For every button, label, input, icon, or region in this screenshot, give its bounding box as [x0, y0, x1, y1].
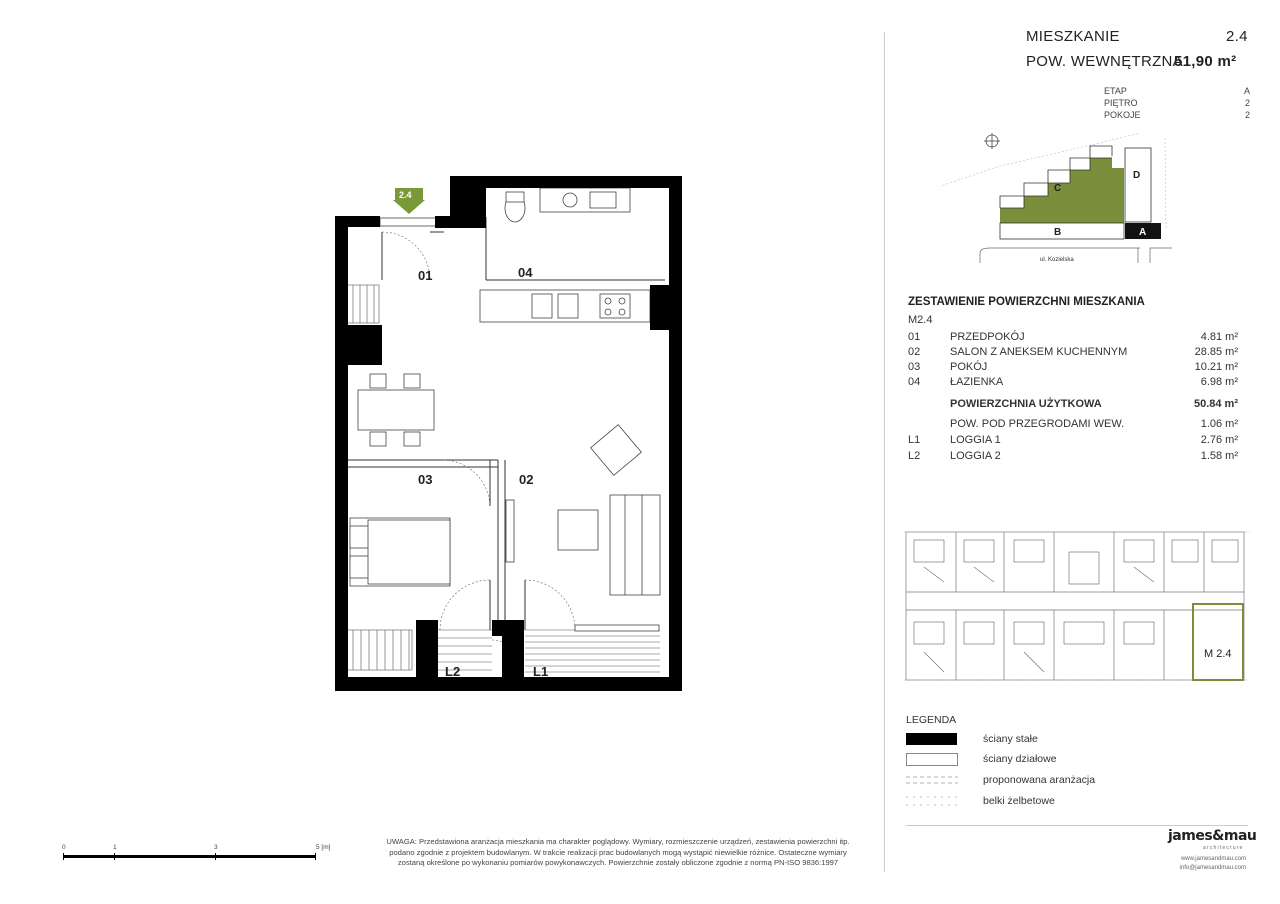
site-label-c: C	[1054, 183, 1062, 194]
extra-name: POW. POD PRZEGRODAMI WEW.	[950, 418, 1125, 430]
summary-code: M2.4	[908, 314, 933, 326]
scale-label: 0	[62, 844, 66, 851]
legend-label-arrangement: proponowana aranżacja	[983, 774, 1096, 786]
note-line: UWAGA: Przedstawiona aranżacja mieszkania ma charakter poglądowy. Wymiary, rozmieszczenie urządzeń, zestawienia powierzchni itp.	[386, 837, 850, 846]
summary-row	[908, 361, 1238, 376]
legend-label-partition: ściany działowe	[983, 753, 1057, 765]
room-label-bedroom: 03	[418, 472, 433, 487]
room-area: 4.81 m²	[1200, 331, 1238, 343]
scale-label: 5 [m]	[316, 844, 331, 851]
room-label-hall: 01	[418, 268, 433, 283]
summary-extra-row	[908, 450, 1238, 465]
site-label-a: A	[1139, 227, 1147, 238]
meta-label-stage: ETAP	[1104, 86, 1127, 96]
unit-tag	[393, 188, 425, 214]
extra-number: L1	[908, 434, 921, 446]
summary-row	[908, 376, 1238, 391]
extra-number: L2	[908, 450, 921, 462]
legend-swatch-beams	[906, 795, 958, 807]
brand-website[interactable]: www.jamesandmau.com	[1180, 856, 1246, 862]
legend-swatch-arrangement	[906, 774, 958, 786]
legend-swatch-structural	[906, 733, 957, 745]
room-label-bathroom: 04	[518, 265, 533, 280]
logo-divider	[906, 825, 1248, 826]
room-name: SALON Z ANEKSEM KUCHENNYM	[950, 346, 1128, 358]
scale-bar-line	[63, 855, 316, 858]
extra-name: LOGGIA 1	[950, 434, 1001, 446]
summary-total-row	[908, 398, 1238, 413]
room-area: 6.98 m²	[1200, 376, 1238, 388]
extra-area: 2.76 m²	[1200, 434, 1238, 446]
street-label: ul. Kozielska	[1040, 257, 1074, 263]
brand-subtitle: architecture	[1203, 845, 1244, 851]
key-plan-unit-label: M 2.4	[1204, 648, 1232, 660]
brand-email[interactable]: info@jamesandmau.com	[1179, 865, 1246, 871]
site-courtyard	[1000, 158, 1124, 223]
scale-tick	[114, 853, 115, 860]
scale-label: 3	[214, 844, 218, 851]
scale-tick	[215, 853, 216, 860]
room-label-loggia-2: L2	[445, 664, 461, 679]
note-line: podano zgodnie z projektem budowlanym. W trakcie realizacji prac budowlanych mogą wystąpić niewielkie różnice. Ostateczne wymiary	[389, 847, 847, 857]
site-label-b: B	[1054, 227, 1062, 238]
room-number: 01	[908, 331, 921, 343]
column-divider	[884, 32, 885, 872]
scale-tick	[63, 853, 64, 860]
room-name: POKÓJ	[950, 361, 988, 373]
area-value: 51,90 m²	[1174, 53, 1237, 70]
key-plan-unit-highlight	[1193, 604, 1243, 680]
site-plan	[940, 128, 1200, 273]
apartment-number: 2.4	[1226, 28, 1248, 45]
floor-plan	[320, 170, 700, 710]
brand-logo: james&mau	[1168, 828, 1257, 844]
extra-name: LOGGIA 2	[950, 450, 1001, 462]
room-area: 28.85 m²	[1194, 346, 1238, 358]
room-number: 02	[908, 346, 921, 358]
unit-tag-text: 2.4	[399, 190, 412, 200]
room-number: 04	[908, 376, 921, 388]
room-label-loggia-1: L1	[533, 664, 549, 679]
room-number: 03	[908, 361, 921, 373]
meta-value-rooms: 2	[1244, 110, 1250, 120]
compass-icon	[984, 133, 1000, 149]
legend-swatch-partition	[906, 753, 958, 766]
room-name: ŁAZIENKA	[950, 376, 1004, 388]
summary-extra-row	[908, 418, 1238, 433]
meta-label-rooms: POKOJE	[1104, 110, 1141, 120]
summary-title: ZESTAWIENIE POWIERZCHNI MIESZKANIA	[908, 296, 1145, 308]
disclaimer-note	[358, 837, 878, 869]
apartment-label: MIESZKANIE	[1026, 28, 1120, 45]
scale-tick	[315, 853, 316, 860]
area-label: POW. WEWNĘTRZNA	[1026, 53, 1183, 70]
total-area: 50.84 m²	[1193, 398, 1238, 410]
legend-label-structural: ściany stałe	[983, 733, 1038, 745]
summary-row	[908, 331, 1238, 346]
summary-extra-row	[908, 434, 1238, 449]
scale-label: 1	[113, 844, 117, 851]
summary-row	[908, 346, 1238, 361]
room-label-living: 02	[519, 472, 534, 487]
key-plan	[904, 522, 1250, 684]
meta-label-floor: PIĘTRO	[1104, 98, 1138, 108]
note-line: zostaną określone po wykonaniu pomiarów powykonawczych. Powierzchnie zostały obliczone zgodnie z normą PN-ISO 9836:1997	[397, 858, 839, 867]
legend-label-beams: belki żelbetowe	[983, 795, 1055, 807]
total-name: POWIERZCHNIA UŻYTKOWA	[950, 398, 1102, 410]
legend-title: LEGENDA	[906, 714, 957, 726]
extra-area: 1.06 m²	[1200, 418, 1238, 430]
room-name: PRZEDPOKÓJ	[950, 331, 1025, 343]
meta-value-stage: A	[1243, 86, 1250, 96]
site-label-d: D	[1133, 170, 1141, 181]
extra-area: 1.58 m²	[1200, 450, 1238, 462]
room-area: 10.21 m²	[1194, 361, 1238, 373]
meta-value-floor: 2	[1244, 98, 1250, 108]
